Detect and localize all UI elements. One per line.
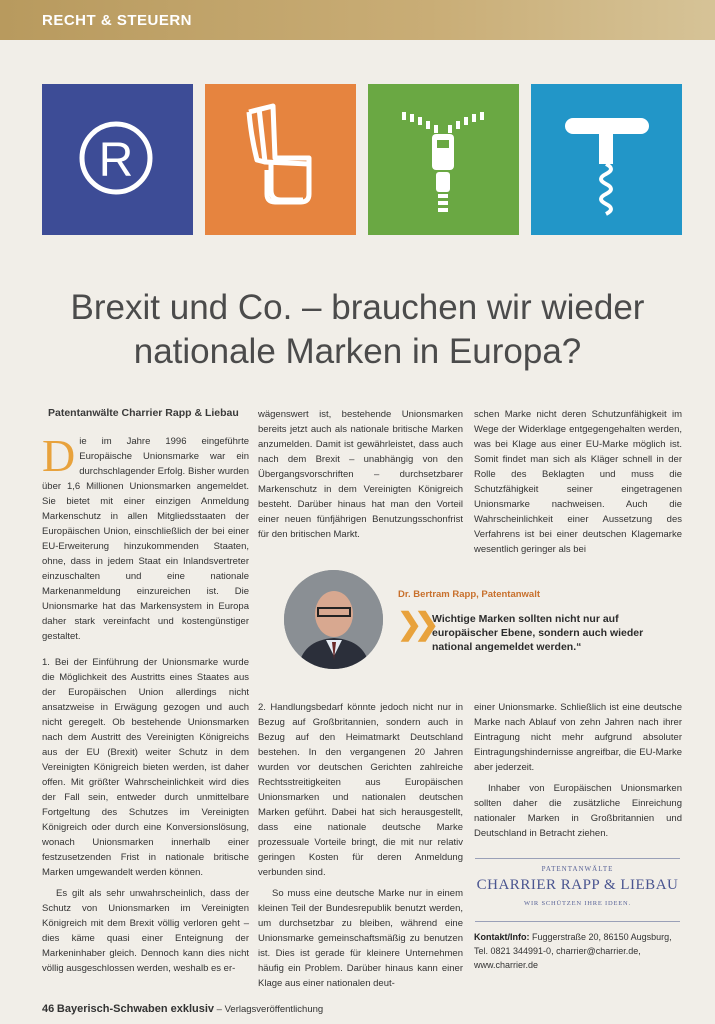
column-1-bottom [42, 655, 249, 976]
column-2-top [258, 407, 463, 542]
page-footer [42, 1003, 323, 1015]
column-3-bottom [474, 700, 682, 841]
column-3-top [474, 407, 682, 557]
contact-address: Fuggerstraße 20, 86150 Augsburg, [532, 932, 672, 942]
contact-web[interactable]: www.charrier.de [474, 960, 539, 970]
corkscrew-icon [531, 84, 682, 235]
paragraph: Inhaber von Europäischen Unionsmarken sollten daher die zusätzliche Einreichung nationaler Marken in Großbritannien und Deutschland in Betracht ziehen. [474, 783, 682, 839]
footer-note: – Verlagsveröffentlichung [216, 1004, 324, 1015]
column-1-top [42, 430, 249, 644]
tile-registered [42, 84, 193, 235]
section-header [0, 0, 715, 40]
page-number: 46 [42, 1003, 55, 1015]
pull-quote: Wichtige Marken sollten nicht nur auf europäischer Ebene, sondern auch wieder national angemeldet werden.“ [432, 613, 644, 653]
double-chevron-icon: ❯❯ [397, 608, 432, 641]
tile-corkscrew [531, 84, 682, 235]
contact-info [474, 930, 689, 972]
magazine-name: Bayerisch-Schwaben exklusiv [56, 1003, 215, 1015]
contact-label: Kontakt/Info: [474, 932, 530, 942]
quote-author: Dr. Bertram Rapp, Patentanwalt [398, 589, 541, 600]
tile-chair [205, 84, 356, 235]
paragraph: schen Marke nicht deren Schutzunfähigkeit im Wege der Widerklage entgegengehalten werden, was bei Klage aus einer EU-Marke möglich ist. Somit findet man sich als Kläger schnell in der Rolle des Beklagten und muss die Schutzfähigkeit seiner eingetragenen Unionsmarke nachweisen. Auch die Wahrscheinlichkeit einer Aussetzung des Verfahrens ist bei einer deutschen Klagemarke wesentlich geringer als bei [474, 409, 682, 555]
article-title: Brexit und Co. – brauchen wir wieder nationale Marken in Europa? [70, 288, 645, 371]
intro-paragraph: ie im Jahre 1996 eingeführte Europäische Unionsmarke war ein durchschlagender Erfolg. Bisher wurden über 1,6 Millionen Unionsmarken angemeldet. Sie bietet mit einer einzigen Anmeldung Markenschutz in allen Mitgliedsstaaten der Europäischen Union, einschließlich der bei einer EU-Erweiterung hinzukommenden Staaten, ohne, dass in jedem Staat ein Inlandsvertreter einzuschalten und eine nationale Markenanmeldung einzureichen ist. Die Unionsmarke hat das Markensystem in Europa daher stark vereinfacht und kostengünstiger gestaltet. [42, 436, 249, 642]
author-line: Patentanwälte Charrier Rapp & Liebau [48, 407, 239, 419]
tile-zipper [368, 84, 519, 235]
paragraph: 1. Bei der Einführung der Unionsmarke wurde die Möglichkeit des Austritts eines Staates aus der Europäischen Union allerdings nicht ansatzweise in Erwägung gezogen und auch nicht geregelt. Ob bestehende Unionsmarken nach dem Austritt des Vereinigten Königreichs aus der EU (Brexit) weiter Schutz in dem Vereinigten Königreich bieten werden, ist daher offen. Mit größter Wahrscheinlichkeit wird dies der Fall sein, entweder durch unmittelbare Fortgeltung des Schutzes im Vereinigten Königreich oder durch eine Konversionslösung, wonach Unionsmarken innerhalb einer festzusetzenden Frist in nationale britische Marken umgewandelt werden können. [42, 657, 249, 878]
drop-cap: D [42, 430, 76, 481]
person-portrait-icon [284, 570, 383, 669]
svg-text:R: R [98, 134, 134, 187]
zipper-icon [368, 84, 519, 235]
logo-subtitle: PATENTANWÄLTE [541, 865, 614, 873]
author-portrait [284, 570, 383, 669]
paragraph: Es gilt als sehr unwahrscheinlich, dass der Schutz von Unionsmarken im Vereinigten Königreich mit dem Brexit völlig verloren geht – dies käme quasi einer Enteignung der Markeninhaber gleich. Dennoch kann dies nicht völlig ausgeschlossen werden, weshalb es er- [42, 888, 249, 974]
paragraph: wägenswert ist, bestehende Unionsmarken bereits jetzt auch als nationale britische Marken anzumelden. Damit ist gewährleistet, dass auch nach dem Brexit – unabhängig von den Übergangsvorschriften – durchsetzbarer Markenschutz in dem Vereinigten Königreich besteht. Darüber hinaus hat man den Vorteil einer neuen fünfjährigen Benutzungsschonfrist für den britischen Markt. [258, 409, 463, 540]
registered-trademark-icon [42, 84, 193, 235]
logo-tagline: WIR SCHÜTZEN IHRE IDEEN. [524, 900, 631, 907]
contact-phone: Tel. 0821 344991-0, charrier@charrier.de, [474, 946, 641, 956]
logo-name: CHARRIER RAPP & LIEBAU [476, 877, 679, 893]
section-title: RECHT & STEUERN [42, 12, 193, 29]
paragraph: 2. Handlungsbedarf könnte jedoch nicht nur in Bezug auf Großbritannien, sondern auch in Bezug auf den Heimatmarkt Deutschland bestehen. In den vergangenen 20 Jahren wurden vor deutschen Gerichten zahlreiche Rechtsstreitigkeiten aus Europäischen Unionsmarken und nationalen deutschen Marken geführt. Dabei hat sich herausgestellt, dass eine nationale deutsche Marke prozessuale Vorteile bringt, die mit nur relativ geringen Kosten für deren Anmeldung verbunden sind. [258, 702, 463, 878]
firm-logo [475, 858, 680, 922]
column-2-bottom [258, 700, 463, 991]
paragraph: einer Unionsmarke. Schließlich ist eine deutsche Marke nach Ablauf von zehn Jahren nach ihrer Eintragung nicht mehr aufgrund absoluter Eintragungshindernisse angreifbar, die EU-Marke aber jederzeit. [474, 702, 682, 773]
paragraph: So muss eine deutsche Marke nur in einem kleinen Teil der Bundesrepublik benutzt werden, um durchsetzbar zu bleiben, während eine Unionsmarke gemeinschaftsmäßig zu benutzen ist. Dies ist gerade für kleinere Unternehmen häufig ein Problem. Darüber hinaus kann einer Klage aus einer nationalen deut- [258, 888, 463, 989]
cantilever-chair-icon [205, 84, 356, 235]
